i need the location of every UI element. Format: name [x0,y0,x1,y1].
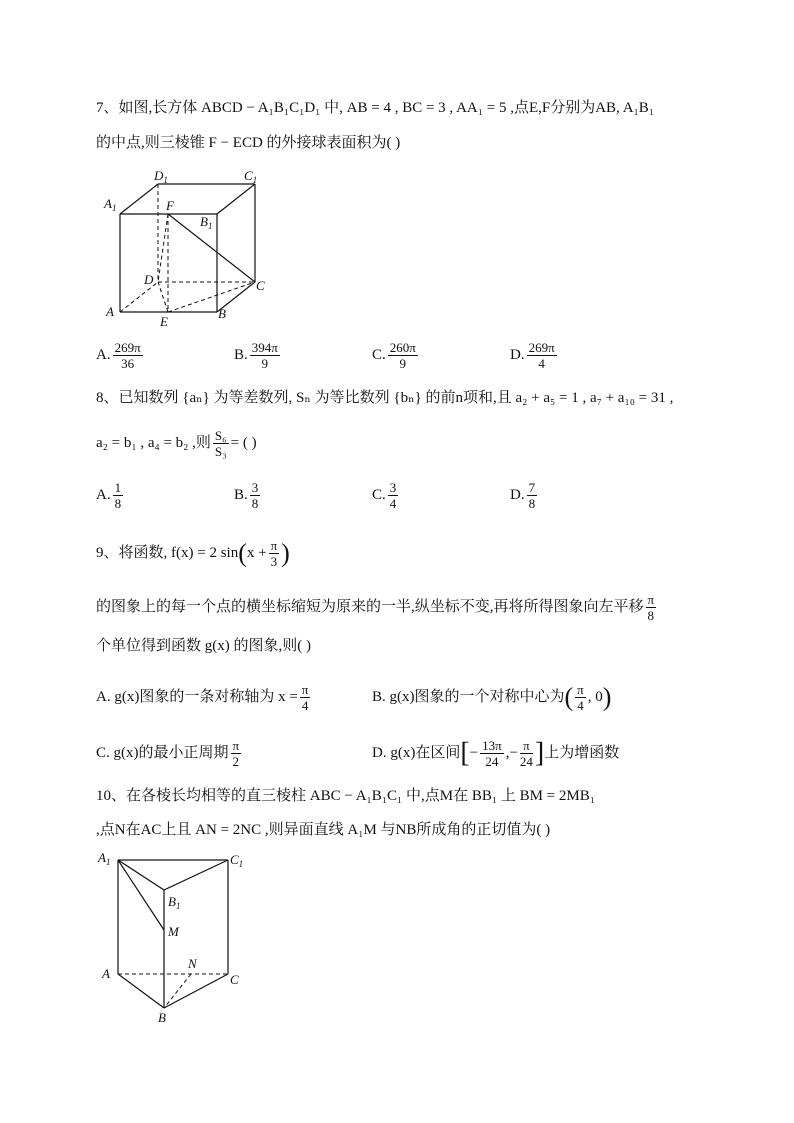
q9-line-1: 9、将函数, f(x) = 2 sin(x + $\frac{\pi}{3}$ ) [96,538,290,569]
q7-line-2: 的中点,则三棱锥 F − ECD 的外接球表面积为( ) [96,135,401,151]
q7-option-d[interactable]: D. $\frac{269\pi}{4}$ [510,340,555,371]
q8-option-a[interactable]: A. $\frac{1}{8}$ [96,480,122,511]
q7-option-b[interactable]: B. $\frac{394\pi}{9}$ [234,340,278,371]
label-D1: $D_1$ [154,168,168,185]
q7-line-1: 7、如图,长方体 ABCD − A₁B₁C₁D₁ 中, AB = 4 , BC = 3 , AA₁ = 5 ,点E,F分别为AB, A₁B₁ [96,100,655,116]
q9-option-b[interactable]: B. g(x)图象的一个对称中心为( $\frac{\pi}{4}$ , 0) [372,682,612,713]
label-C1: $C_1$ [230,852,244,869]
label-B: B [218,306,226,321]
label-N: N [188,956,197,971]
q9-option-c[interactable]: C. g(x)的最小正周期 $\frac{\pi}{2}$ [96,738,240,769]
label-B1: $B_1$ [200,214,213,231]
label-B1: $B_1$ [168,894,181,911]
q8-option-d[interactable]: D. $\frac{7}{8}$ [510,480,536,511]
label-E: E [160,314,168,328]
label-M: M [168,924,179,939]
q8-line-1: 8、已知数列 {aₙ} 为等差数列, Sₙ 为等比数列 {bₙ} 的前n项和,且 a₂ + a₅ = 1 , a₇ + a₁₀ = 31 , [96,390,674,406]
label-A1: $A_1$ [98,850,111,867]
label-C: C [256,278,265,293]
label-A1: $A_1$ [104,196,117,213]
q9-option-a[interactable]: A. g(x)图象的一条对称轴为 x = $\frac{\pi}{4}$ [96,682,309,713]
q7-cuboid-figure [100,168,280,328]
q8-line-2: a₂ = b₁ , a₄ = b₂ ,则 $\frac{\text{S₆}}{\text{S₃}}$ = ( ) [96,428,257,459]
q8-option-c[interactable]: C. $\frac{3}{4}$ [372,480,397,511]
q7-option-c[interactable]: C. $\frac{260\pi}{9}$ [372,340,416,371]
label-A: A [106,304,114,319]
q8-option-b[interactable]: B. $\frac{3}{8}$ [234,480,259,511]
q10-line-1: 10、在各棱长均相等的直三棱柱 ABC − A₁B₁C₁ 中,点M在 BB₁ 上 BM = 2MB₁ [96,788,595,804]
q7-option-a[interactable]: A. $\frac{269\pi}{36}$ [96,340,141,371]
label-C1: $C_1$ [244,168,258,185]
q9-line-2: 的图象上的每一个点的横坐标缩短为原来的一半,纵坐标不变,再将所得图象向左平移 $\frac{\pi}{8}$ [96,592,655,623]
q10-line-2: ,点N在AC上且 AN = 2NC ,则异面直线 A₁M 与NB所成角的正切值为( ) [96,822,551,838]
label-C: C [230,972,239,987]
label-D: D [144,272,154,287]
q10-prism-figure [96,848,256,1028]
q9-line-3: 个单位得到函数 g(x) 的图象,则( ) [96,638,311,654]
label-A: A [102,966,110,981]
q9-option-d[interactable]: D. g(x)在区间[− $\frac{13\pi}{24}$ ,− $\frac{\pi}{24}$ ]上为增函数 [372,737,620,769]
label-B: B [158,1010,166,1025]
label-F: F [166,198,174,213]
